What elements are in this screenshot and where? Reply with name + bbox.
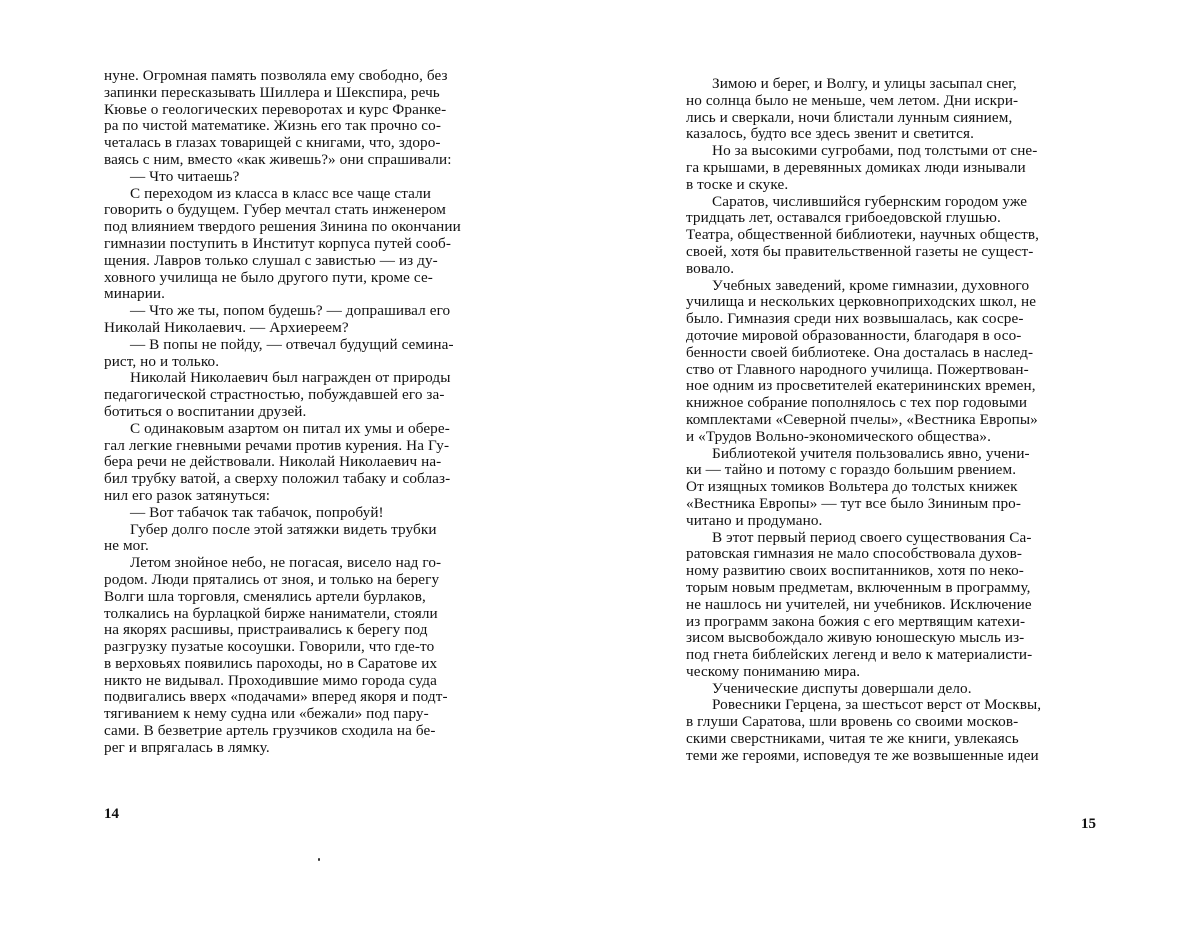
scan-speck — [318, 858, 320, 861]
page-number-left: 14 — [104, 806, 119, 823]
left-page-text — [104, 68, 552, 757]
paragraph: Библиотекой учителя пользовались явно, учени- ки — тайно и потому с гораздо большим рвением. От изящных томиков Вольтера до толстых книжек «Вестника Европы» — тут все было Зининым про- читано и продумано. — [686, 446, 1146, 530]
paragraph: Саратов, числившийся губернским городом уже тридцать лет, оставался грибоедовской глушью. Театра, общественной библиотеки, научных обществ, своей, хотя бы правительственной газеты не сущест- вовало. — [686, 194, 1146, 278]
paragraph: Ровесники Герцена, за шестьсот верст от Москвы, в глуши Саратова, шли вровень со своими москов- скими сверстниками, читая те же книги, увлекаясь теми же героями, исповедуя те же возвышенные идеи — [686, 697, 1146, 764]
paragraph: Губер долго после этой затяжки видеть трубки не мог. — [104, 522, 552, 556]
left-page — [0, 0, 600, 945]
paragraph: Но за высокими сугробами, под толстыми от сне- га крышами, в деревянных домиках люди изнывали в тоске и скуке. — [686, 143, 1146, 193]
paragraph: — Что читаешь? — [104, 169, 552, 186]
paragraph: В этот первый период своего существования Са- ратовская гимназия не мало способствовала духов- ному развитию своих воспитанников, хотя по неко- торым новым предметам, включенным в программу, не нашлось ни учителей, ни учебников. Исключение из программ закона божия с его мертвящим катехи- зисом высвобождало живую юношескую мысль из- под гнета библейских легенд и вело к материалисти- ческому пониманию мира. — [686, 530, 1146, 681]
paragraph: Зимою и берег, и Волгу, и улицы засыпал снег, но солнца было не меньше, чем летом. Дни искри- лись и сверкали, ночи блистали лунным сиянием, казалось, будто все здесь звенит и светится. — [686, 76, 1146, 143]
paragraph: Учебных заведений, кроме гимназии, духовного училища и нескольких церковноприходских школ, не было. Гимназия среди них возвышалась, как сосре- доточие мировой образованности, благодаря в осо- бенности своей библиотеке. Она досталась в наслед- ство от Главного народного училища. Пожертвован- ное одним из просветителей екатерининских времен, книжное собрание пополнялось с тех пор годовыми комплектами «Северной пчелы», «Вестника Европы» и «Трудов Вольно-экономического общества». — [686, 278, 1146, 446]
paragraph: Николай Николаевич был награжден от природы педагогической страстностью, побуждавшей его за- ботиться о воспитании друзей. — [104, 370, 552, 420]
paragraph: нуне. Огромная память позволяла ему свободно, без запинки пересказывать Шиллера и Шекспира, речь Кювье о геологических переворотах и курс Франке- ра по чистой математике. Жизнь его так прочно со- четалась в глазах товарищей с книгами, что, здоро- ваясь с ним, вместо «как живешь?» они спрашивали: — [104, 68, 552, 169]
paragraph: — Что же ты, попом будешь? — допрашивал его Николай Николаевич. — Архиереем? — [104, 303, 552, 337]
paragraph: Ученические диспуты довершали дело. — [686, 681, 1146, 698]
page-number-right: 15 — [1081, 816, 1096, 833]
paragraph: Летом знойное небо, не погасая, висело над го- родом. Люди прятались от зноя, и только на берегу Волги шла торговля, сменялись артели бурлаков, толкались на бурлацкой бирже наниматели, стояли на якорях расшивы, пристраивались к берегу под разгрузку пузатые косоушки. Говорили, что где-то в верховьях появились пароходы, но в Саратове их никто не видывал. Проходившие мимо города суда подвигались вверх «подачами» вперед якоря и подт- тягиванием к нему судна или «бежали» под пару- сами. В безветрие артель грузчиков сходила на бе- рег и впрягалась в лямку. — [104, 555, 552, 757]
paragraph: — В попы не пойду, — отвечал будущий семина- рист, но и только. — [104, 337, 552, 371]
right-page — [600, 0, 1200, 945]
paragraph: — Вот табачок так табачок, попробуй! — [104, 505, 552, 522]
paragraph: С переходом из класса в класс все чаще стали говорить о будущем. Губер мечтал стать инженером под влиянием твердого решения Зинина по окончании гимназии поступить в Институт корпуса путей сооб- щения. Лавров только слушал с завистью — из ду- ховного училища не было другого пути, кроме се- минарии. — [104, 186, 552, 304]
right-page-text — [686, 76, 1146, 765]
paragraph: С одинаковым азартом он питал их умы и обере- гал легкие гневными речами против курения. На Гу- бера речи не действовали. Николай Николаевич на- бил трубку ватой, а сверху положил табаку и соблаз- нил его разок затянуться: — [104, 421, 552, 505]
